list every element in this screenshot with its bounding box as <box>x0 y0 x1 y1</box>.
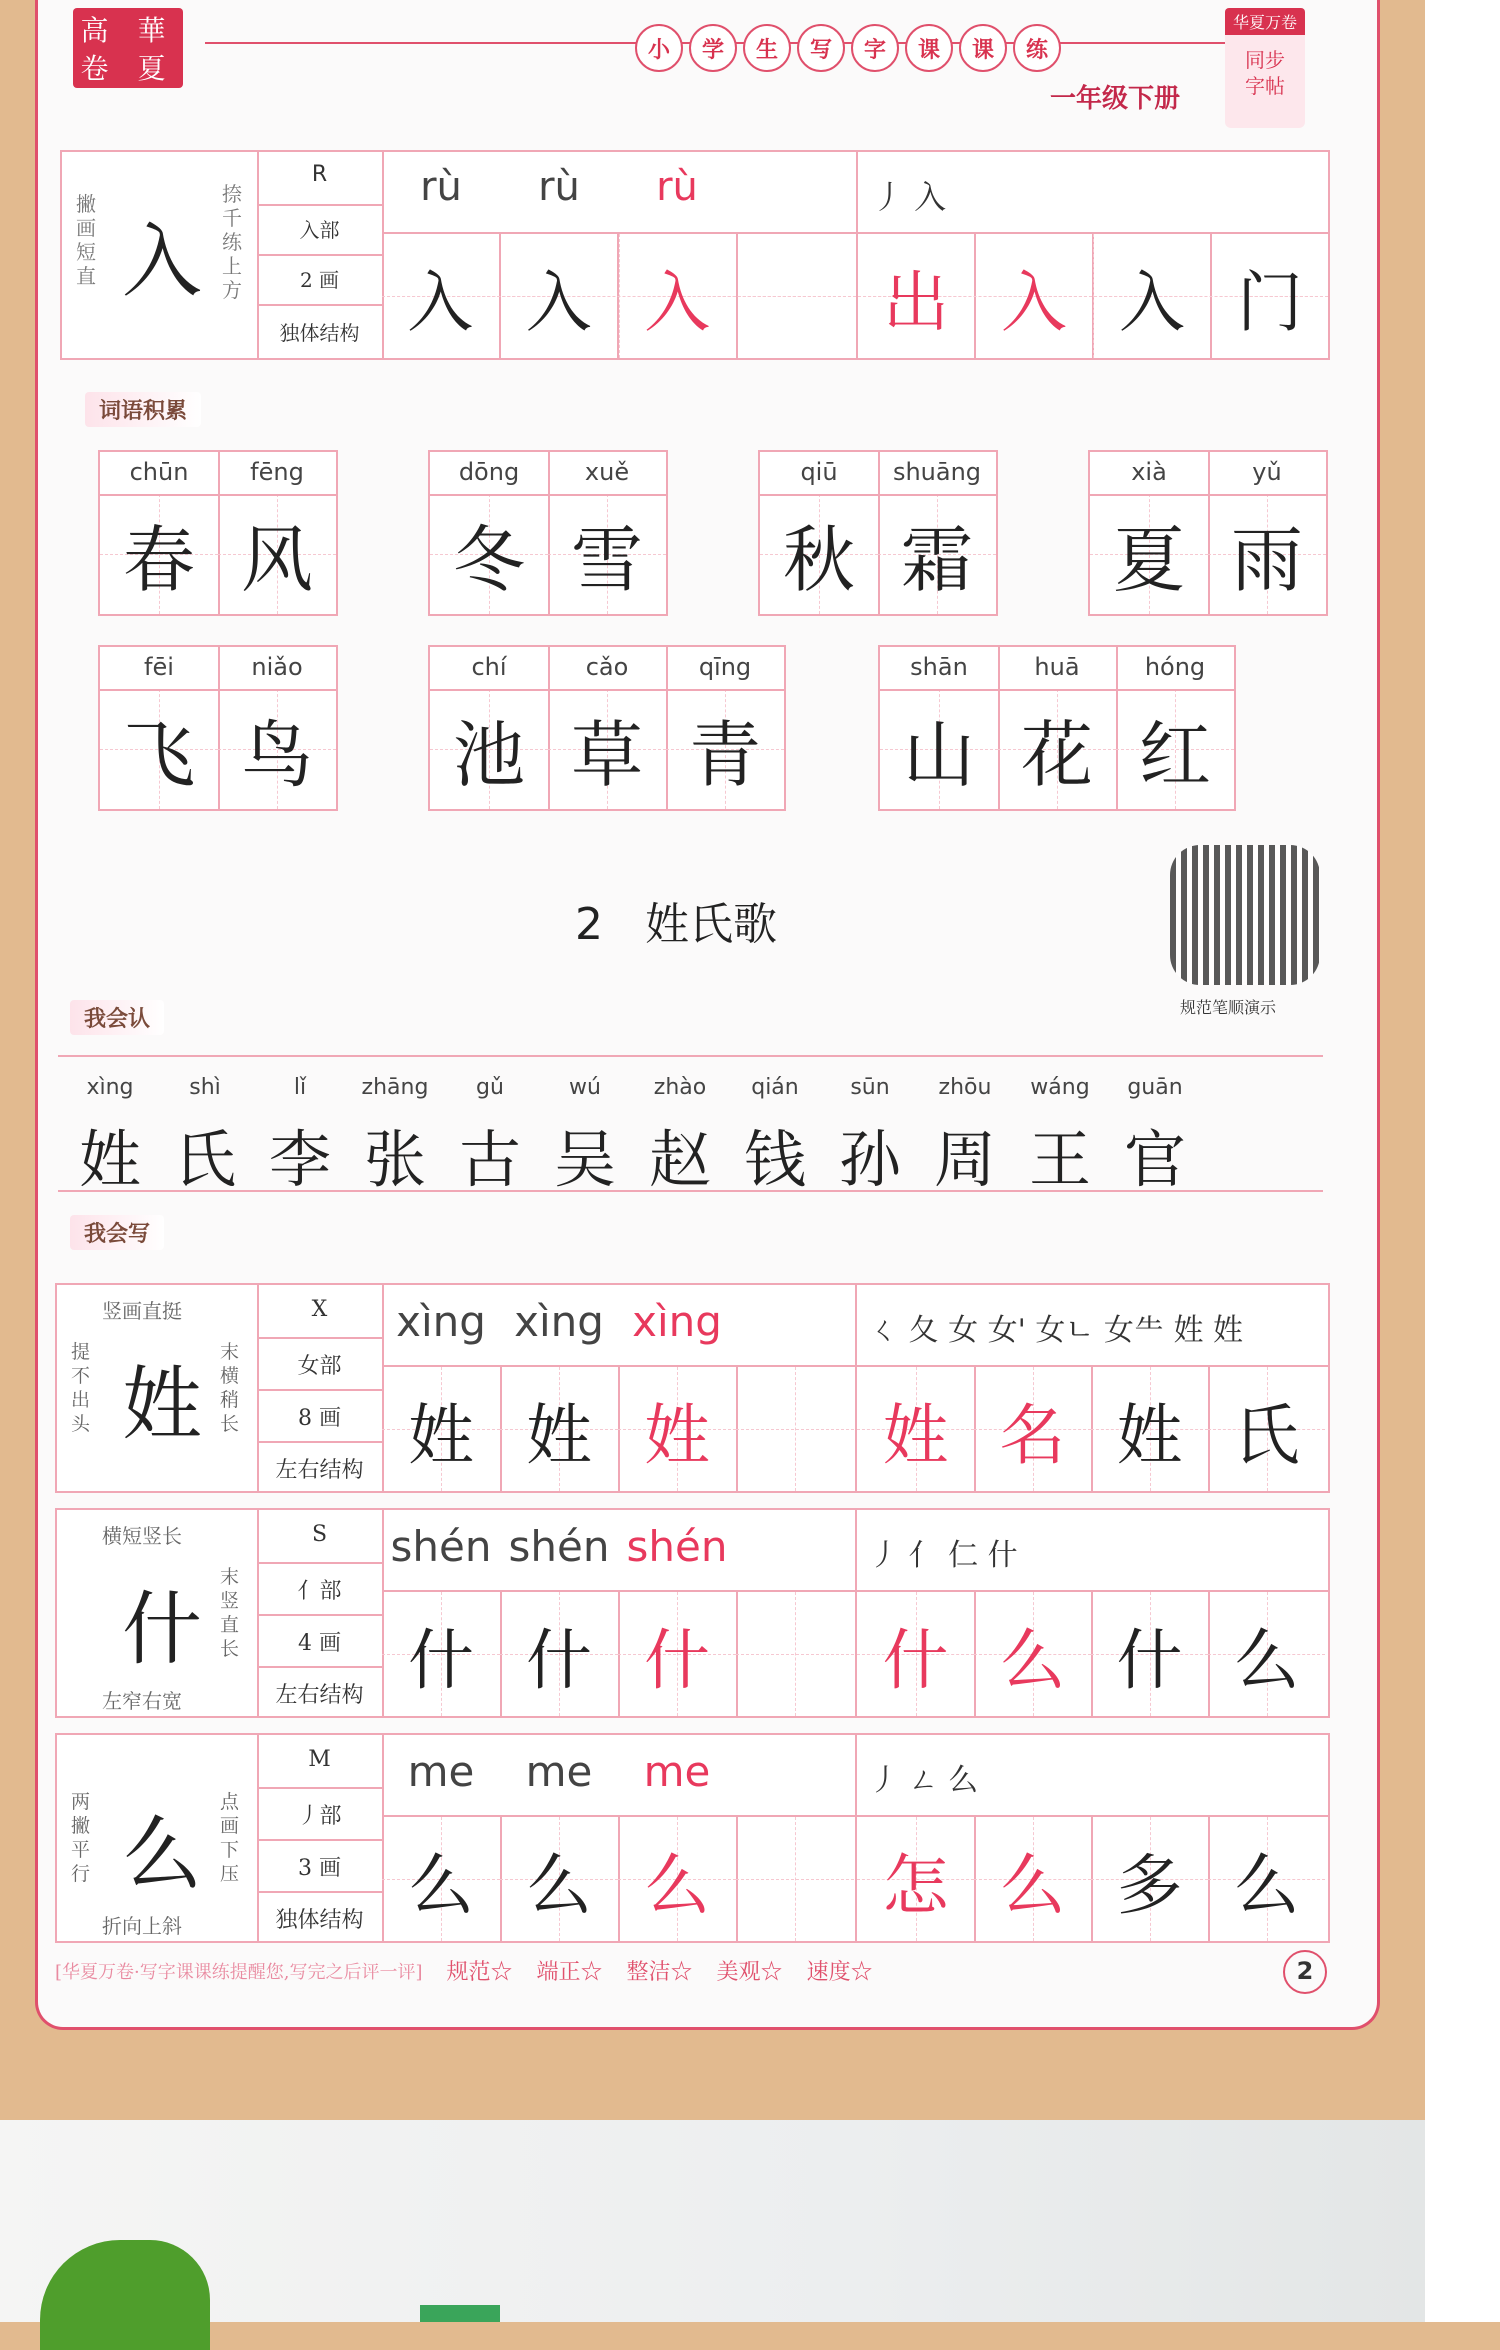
vocab-char: 雨 <box>1230 518 1303 602</box>
trace-cell[interactable]: 入 <box>619 234 738 358</box>
write-row <box>55 1733 1330 1943</box>
stroke-count: 2 画 <box>299 268 340 292</box>
pinyin: me <box>407 1747 475 1796</box>
trace-char <box>736 1592 854 1716</box>
vocab-char-cell[interactable] <box>880 689 1000 809</box>
trace-cell[interactable] <box>738 234 856 358</box>
model-char: 么 <box>122 1808 202 1901</box>
word-char: 姓 <box>882 1396 949 1474</box>
word-cell[interactable]: 出 <box>858 234 976 358</box>
divider <box>257 1839 382 1841</box>
header <box>35 0 1380 140</box>
vocab-word <box>878 645 1236 811</box>
vocab-pinyin: yǔ <box>1252 458 1282 486</box>
trace-cell[interactable] <box>618 1817 738 1941</box>
vocab-pinyin: dōng <box>458 458 520 486</box>
lesson-name: 姓氏歌 <box>645 899 777 950</box>
page-number: 2 <box>1283 1950 1327 1994</box>
recognize-char: 孙 <box>838 1123 901 1196</box>
vocab-pinyin: shuāng <box>892 458 982 486</box>
hint-bottom: 折向上斜 <box>102 1914 182 1938</box>
vocab-char-cell[interactable] <box>878 494 996 614</box>
pinyin: xìng <box>396 1297 486 1346</box>
recognize-char: 钱 <box>743 1123 806 1196</box>
vocab-word <box>1088 450 1328 616</box>
pinyin: rù <box>538 164 580 210</box>
trace-cell[interactable] <box>382 1367 502 1491</box>
vocab-char-cell[interactable] <box>430 689 550 809</box>
pinyin: me <box>643 1747 711 1796</box>
vocab-pinyin: chí <box>471 653 507 681</box>
footer-tip: [华夏万卷·写字课课练提醒您,写完之后评一评] <box>55 1961 423 1983</box>
recognize-char: 赵 <box>648 1123 711 1196</box>
vocab-pinyin: hóng <box>1144 653 1206 681</box>
recognize-pinyin: zhōu <box>938 1075 992 1100</box>
vocab-char: 春 <box>122 518 195 602</box>
trace-char: 么 <box>526 1846 592 1924</box>
hint-top: 竖画直挺 <box>102 1299 182 1323</box>
vocab-word <box>98 450 338 616</box>
qr-code[interactable] <box>1170 845 1320 985</box>
pinyin: me <box>525 1747 593 1796</box>
word-char: 怎 <box>882 1846 949 1924</box>
vocab-pinyin: fēng <box>250 458 304 486</box>
rating-clean[interactable]: 整洁☆ <box>626 1960 693 1985</box>
recognize-char: 周 <box>933 1123 996 1196</box>
vocab-char: 草 <box>570 713 643 797</box>
trace-char: 姓 <box>526 1396 592 1474</box>
vocab-pinyin: chūn <box>129 458 189 486</box>
word-cell[interactable] <box>1208 1817 1325 1941</box>
hint-right: 末竖直长 <box>220 1566 240 1660</box>
stroke-count: 8 画 <box>298 1406 341 1431</box>
recognize-pinyin: gǔ <box>476 1075 504 1100</box>
word-cell[interactable] <box>974 1817 1093 1941</box>
recognize-char: 氏 <box>173 1123 236 1196</box>
word-cell[interactable] <box>857 1367 976 1491</box>
structure: 左右结构 <box>275 1683 364 1708</box>
trace-cell[interactable] <box>736 1367 854 1491</box>
word-cell[interactable] <box>857 1817 976 1941</box>
structure: 独体结构 <box>279 321 360 345</box>
series-char: 生 <box>743 24 791 72</box>
word-char: 么 <box>999 1846 1066 1924</box>
vocab-char-cell[interactable] <box>1090 494 1210 614</box>
vocab-char: 秋 <box>782 518 855 602</box>
vocab-pinyin: niǎo <box>251 653 303 681</box>
vocab-pinyin: shān <box>910 653 968 681</box>
word-cell[interactable] <box>1091 1367 1210 1491</box>
char-block-ru <box>60 150 1330 360</box>
structure: 独体结构 <box>275 1908 364 1933</box>
badge-bottom: 同步 字帖 <box>1245 48 1285 98</box>
pinyin: shén <box>626 1522 728 1571</box>
vocab-word <box>98 645 338 811</box>
vocab-char: 飞 <box>122 713 195 797</box>
footer <box>55 1955 897 1986</box>
vocab-pinyin: xià <box>1131 458 1167 486</box>
vocab-char: 鸟 <box>240 713 313 797</box>
letter: S <box>311 1522 328 1547</box>
recognize-char: 张 <box>363 1123 426 1196</box>
lesson-title <box>575 888 777 952</box>
recognize-pinyin: xìng <box>86 1075 134 1100</box>
series-char: 课 <box>905 24 953 72</box>
word-cell[interactable] <box>857 1592 976 1716</box>
trace-char: 什 <box>644 1621 710 1699</box>
pinyin: shén <box>390 1522 492 1571</box>
word-char: 什 <box>882 1621 949 1699</box>
trace-char: 么 <box>644 1846 710 1924</box>
vocab-pinyin: xuě <box>584 458 630 486</box>
structure: 左右结构 <box>275 1458 364 1483</box>
model-char: 姓 <box>122 1358 202 1451</box>
vocab-char: 红 <box>1138 713 1211 797</box>
trace-cell[interactable] <box>500 1817 620 1941</box>
vocab-char-cell[interactable] <box>666 689 784 809</box>
hint-left: 撇画短直 <box>76 192 96 288</box>
divider <box>257 1337 382 1339</box>
right-margin <box>1425 0 1500 2322</box>
recognize-pinyin: shì <box>189 1075 221 1100</box>
vocab-char: 山 <box>902 713 975 797</box>
divider <box>257 1562 382 1564</box>
vocab-pinyin: fēi <box>144 653 174 681</box>
divider <box>257 1389 382 1391</box>
word-row <box>858 234 1328 358</box>
series-char: 学 <box>689 24 737 72</box>
trace-cell[interactable] <box>382 1592 502 1716</box>
radical: 亻部 <box>297 1579 342 1604</box>
section-label-vocab: 词语积累 <box>85 392 201 427</box>
hint-bottom: 左窄右宽 <box>102 1689 182 1713</box>
vocab-char-cell[interactable] <box>218 689 336 809</box>
trace-cell[interactable]: 入 <box>501 234 620 358</box>
book-edge <box>420 2305 500 2322</box>
recognize-char: 李 <box>268 1123 331 1196</box>
write-row <box>55 1283 1330 1493</box>
trace-char: 什 <box>408 1621 474 1699</box>
series-char: 课 <box>959 24 1007 72</box>
recognize-pinyin: qián <box>751 1075 799 1100</box>
word-char: 么 <box>1233 1621 1300 1699</box>
word-cell[interactable] <box>974 1367 1093 1491</box>
hint-right: 末横稍长 <box>220 1341 240 1435</box>
section-label-recognize: 我会认 <box>70 1000 164 1035</box>
trace-char <box>736 1367 854 1491</box>
series-char: 字 <box>851 24 899 72</box>
pinyin: xìng <box>514 1297 604 1346</box>
word-cell[interactable]: 入 <box>976 234 1094 358</box>
pinyin: rù <box>656 164 698 210</box>
hint-right: 捺千练上方 <box>222 182 242 302</box>
pinyin: shén <box>508 1522 610 1571</box>
radical: 女部 <box>297 1354 342 1379</box>
vocab-word <box>758 450 998 616</box>
word-char: 名 <box>999 1396 1066 1474</box>
vocab-char-cell[interactable] <box>218 494 336 614</box>
brand-logo: 高 華 卷 夏 <box>73 8 183 88</box>
divider <box>257 1441 382 1443</box>
vocab-pinyin: qiū <box>800 458 838 486</box>
vocab-char-cell[interactable] <box>548 689 668 809</box>
vocab-char: 风 <box>240 518 313 602</box>
badge-top: 华夏万卷 <box>1225 8 1305 35</box>
word-cell[interactable] <box>1208 1367 1325 1491</box>
word-char: 氏 <box>1233 1396 1300 1474</box>
stroke-order: ㄑ 夂 女 女' 女ㄴ 女⺧ 姓 姓 <box>869 1313 1243 1348</box>
divider <box>257 1666 382 1668</box>
word-char: 么 <box>1233 1846 1300 1924</box>
word-cell[interactable] <box>1091 1592 1210 1716</box>
stroke-order: 丿 入 <box>872 178 947 216</box>
letter: R <box>311 162 328 187</box>
background-photo <box>0 2120 1425 2322</box>
stroke-count: 4 画 <box>298 1631 341 1656</box>
series-char: 小 <box>635 24 683 72</box>
letter: M <box>308 1747 331 1772</box>
vocab-char-cell[interactable] <box>100 689 220 809</box>
rating-neat[interactable]: 端正☆ <box>536 1960 603 1985</box>
pinyin: rù <box>420 164 462 210</box>
write-row <box>55 1508 1330 1718</box>
recognize-pinyin: wáng <box>1030 1075 1090 1100</box>
trace-char: 什 <box>526 1621 592 1699</box>
model-char: 什 <box>122 1583 202 1676</box>
radical: 入部 <box>299 218 340 242</box>
vocab-char: 夏 <box>1112 518 1185 602</box>
vocab-char-cell[interactable] <box>998 689 1118 809</box>
word-cell[interactable]: 门 <box>1212 234 1328 358</box>
word-char: 什 <box>1116 1621 1183 1699</box>
trace-char: 姓 <box>408 1396 474 1474</box>
vocab-char-cell[interactable] <box>548 494 666 614</box>
hint-left: 两撇平行 <box>71 1791 91 1885</box>
trace-cell[interactable] <box>500 1592 620 1716</box>
recognize-pinyin: guān <box>1127 1075 1183 1100</box>
qr-caption: 规范笔顺演示 <box>1180 998 1277 1017</box>
divider <box>257 1787 382 1789</box>
series-badge <box>1225 8 1305 128</box>
trace-cell[interactable] <box>382 1817 502 1941</box>
trace-char: 么 <box>408 1846 474 1924</box>
trace-cell[interactable] <box>736 1592 854 1716</box>
grade-label: 一年级下册 <box>1050 84 1181 114</box>
word-cell[interactable] <box>1091 1817 1210 1941</box>
vocab-char: 花 <box>1020 713 1093 797</box>
recognize-pinyin: lǐ <box>293 1075 307 1100</box>
word-cell[interactable] <box>974 1592 1093 1716</box>
recognize-pinyin: zhāng <box>361 1075 429 1100</box>
vocab-char-cell[interactable] <box>430 494 550 614</box>
section-label-write: 我会写 <box>70 1215 164 1250</box>
series-char: 写 <box>797 24 845 72</box>
radical: 丿部 <box>297 1804 342 1829</box>
word-char: 姓 <box>1116 1396 1183 1474</box>
word-char: 么 <box>999 1621 1066 1699</box>
trace-cell[interactable] <box>736 1817 854 1941</box>
vocab-pinyin: qīng <box>698 653 752 681</box>
vocab-char: 青 <box>688 713 761 797</box>
vocab-char-cell[interactable] <box>1208 494 1326 614</box>
vocab-char: 冬 <box>452 518 525 602</box>
trace-cell[interactable] <box>618 1367 738 1491</box>
trace-char: 姓 <box>644 1396 710 1474</box>
lesson-number: 2 <box>575 899 603 950</box>
recognize-pinyin: zhào <box>653 1075 707 1100</box>
stroke-order: 丿 ㄥ 么 <box>869 1763 979 1798</box>
trace-cell[interactable] <box>618 1592 738 1716</box>
recognize-char: 吴 <box>553 1123 616 1196</box>
hint-top: 横短竖长 <box>102 1524 182 1548</box>
hint-left: 提不出头 <box>71 1341 91 1435</box>
trace-cell[interactable] <box>500 1367 620 1491</box>
divider <box>257 1891 382 1893</box>
word-cell[interactable] <box>1208 1592 1325 1716</box>
rating-speed[interactable]: 速度☆ <box>806 1960 873 1985</box>
series-char: 练 <box>1013 24 1061 72</box>
recognize-pinyin: sūn <box>850 1075 890 1100</box>
letter: X <box>311 1297 328 1322</box>
recognize-char: 官 <box>1123 1123 1186 1196</box>
vocab-char-cell[interactable] <box>100 494 220 614</box>
recognize-char: 王 <box>1028 1123 1091 1196</box>
vocab-char: 霜 <box>900 518 973 602</box>
word-char: 多 <box>1116 1846 1183 1924</box>
stroke-order: 丿 亻 仁 什 <box>869 1538 1018 1573</box>
pinyin: xìng <box>632 1297 722 1346</box>
vocab-char: 雪 <box>570 518 643 602</box>
vocab-char-cell[interactable] <box>1116 689 1234 809</box>
pinyin-row <box>382 152 856 232</box>
vocab-char: 池 <box>452 713 525 797</box>
trace-cell[interactable]: 入 <box>382 234 501 358</box>
trace-char <box>736 1817 854 1941</box>
divider <box>257 1614 382 1616</box>
vocab-pinyin: huā <box>1034 653 1080 681</box>
model-char: 入 <box>122 215 202 308</box>
recognize-char: 姓 <box>78 1123 141 1196</box>
vocab-char-cell[interactable] <box>760 494 880 614</box>
vocab-word <box>428 450 668 616</box>
hint-right: 点画下压 <box>220 1791 240 1885</box>
rating-beauty[interactable]: 美观☆ <box>716 1960 783 1985</box>
recognize-char: 古 <box>458 1123 521 1196</box>
series-title <box>635 24 1061 72</box>
trace-row <box>382 234 856 358</box>
vocab-word <box>428 645 786 811</box>
vocab-pinyin: cǎo <box>585 653 629 681</box>
rating-standard[interactable]: 规范☆ <box>446 1960 513 1985</box>
recognize-pinyin: wú <box>569 1075 601 1100</box>
stroke-count: 3 画 <box>298 1856 341 1881</box>
word-cell[interactable]: 入 <box>1094 234 1212 358</box>
